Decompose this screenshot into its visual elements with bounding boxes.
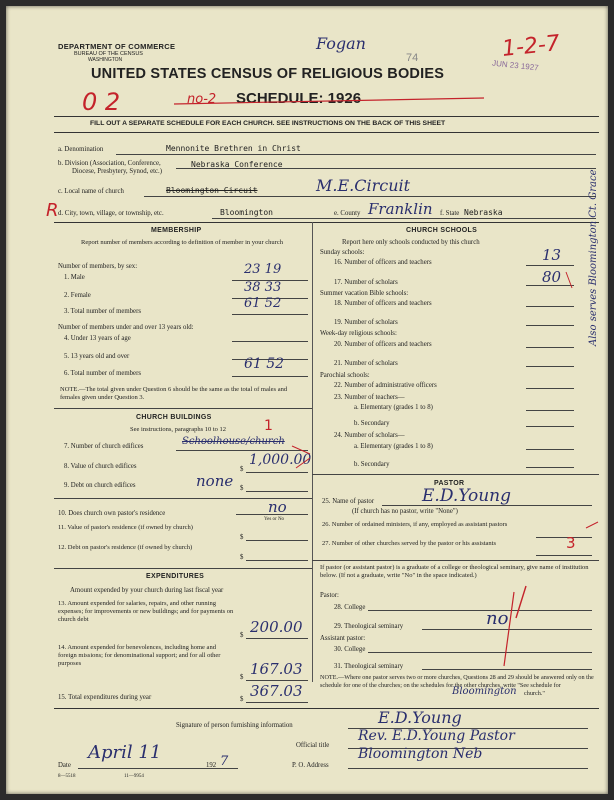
- pastor-heading: PASTOR: [434, 480, 465, 487]
- q29-value: no: [486, 608, 509, 629]
- city-value: Bloomington: [220, 208, 273, 217]
- pastor-note-handwritten: Bloomington: [452, 686, 517, 697]
- signature-label: Signature of person furnishing information: [176, 722, 293, 729]
- q11-dollar: $: [240, 534, 244, 541]
- q9-dollar: $: [240, 485, 244, 492]
- q24-scholars: 24. Number of scholars—: [334, 432, 405, 439]
- form-title: UNITED STATES CENSUS OF RELIGIOUS BODIES: [91, 66, 445, 82]
- handwritten-no2: no-2: [187, 92, 217, 107]
- date-year-prefix: 192: [206, 762, 217, 769]
- q11-value-residence: 11. Value of pastor's residence (if owned by church): [58, 524, 193, 531]
- pastor-note-end: church.": [524, 690, 545, 697]
- q7-handwritten: Schoolhouse/church: [182, 436, 285, 447]
- q17-scholars: 17. Number of scholars: [334, 279, 398, 286]
- po-address-label: P. O. Address: [292, 762, 329, 769]
- q24a-elementary: a. Elementary (grades 1 to 8): [354, 443, 433, 450]
- po-address-value: Bloomington Neb: [358, 746, 483, 762]
- q12-debt-residence: 12. Debt on pastor's residence (if owned by church): [58, 544, 193, 551]
- q8-value-edifices: 8. Value of church edifices: [64, 463, 137, 470]
- q10-value: no: [268, 498, 287, 516]
- division-value: Nebraska Conference: [191, 160, 283, 169]
- summer-schools-label: Summer vacation Bible schools:: [320, 290, 409, 297]
- q24b-secondary: b. Secondary: [354, 461, 390, 468]
- q27-other-churches: 27. Number of other churches served by the pastor or his assistants: [322, 540, 497, 547]
- q15-value: 367.03: [250, 682, 303, 700]
- department-label: DEPARTMENT OF COMMERCE: [58, 42, 176, 51]
- schools-intro: Report here only schools conducted by this church: [342, 239, 480, 246]
- q25-pastor-name: 25. Name of pastor: [322, 498, 375, 505]
- q2-female: 2. Female: [64, 292, 91, 299]
- q29-seminary: 29. Theological seminary: [334, 623, 404, 630]
- buildings-sub: See instructions, paragraphs 10 to 12: [130, 426, 227, 433]
- q7-edifices: 7. Number of church edifices: [64, 443, 144, 450]
- q13-running-expenses: 13. Amount expended for salaries, repairs, and other running expenses; for improvements or new buildings; and for payments on church debt: [58, 600, 234, 623]
- q-by-sex: Number of members, by sex:: [58, 263, 138, 270]
- bureau-label: BUREAU OF THE CENSUS: [74, 51, 143, 57]
- signature-value: E.D.Young: [378, 708, 462, 727]
- division-label: b. Division (Association, Conference,: [58, 160, 161, 167]
- q5-over-13: 5. 13 years old and over: [64, 353, 130, 360]
- q25-value: E.D.Young: [422, 486, 512, 506]
- q23a-elementary: a. Elementary (grades 1 to 8): [354, 404, 433, 411]
- local-name-label: c. Local name of church: [58, 188, 124, 195]
- local-name-value: Bloomington Circuit: [166, 186, 258, 195]
- handwritten-top-name: Fogan: [316, 34, 366, 53]
- city-label: WASHINGTON: [88, 57, 123, 63]
- q13-dollar: $: [240, 632, 244, 639]
- date-year-handwritten: 7: [220, 754, 229, 769]
- q7-value: 1: [264, 418, 273, 434]
- college-intro: If pastor (or assistant pastor) is a graduate of a college or theological seminary, give name of institution below. (If not a graduate, write "No" in the space indicated.): [320, 564, 589, 579]
- q3-total: 3. Total number of members: [64, 308, 141, 315]
- q19-scholars: 19. Number of scholars: [334, 319, 398, 326]
- local-name-handwritten: M.E.Circuit: [316, 176, 411, 195]
- date-label: Date: [58, 762, 71, 769]
- parochial-schools-label: Parochial schools:: [320, 372, 370, 379]
- q23b-secondary: b. Secondary: [354, 420, 390, 427]
- weekday-schools-label: Week-day religious schools:: [320, 330, 397, 337]
- city-label-field: d. City, town, village, or township, etc.: [58, 210, 164, 217]
- handwritten-date-red: 1-2-7: [500, 31, 562, 62]
- q-by-age: Number of members under and over 13 years old:: [58, 324, 194, 331]
- census-schedule-page: [6, 6, 608, 794]
- q26-ordained-ministers: 26. Number of ordained ministers, if any, employed as assistant pastors: [322, 521, 508, 528]
- margin-note: Also serves Bloomington Ct. Grace: [588, 169, 599, 346]
- denomination-value: Mennonite Brethren in Christ: [166, 144, 301, 153]
- county-handwritten: Franklin: [368, 200, 433, 218]
- q6-total: 6. Total number of members: [64, 370, 141, 377]
- q20-officers: 20. Number of officers and teachers: [334, 341, 432, 348]
- state-label: f. State: [440, 210, 460, 217]
- q16-value: 13: [542, 246, 562, 264]
- q27-value: 3: [566, 534, 576, 552]
- q2-value: 38 33: [244, 280, 282, 295]
- q9-debt: 9. Debt on church edifices: [64, 482, 136, 489]
- q15-dollar: $: [240, 696, 244, 703]
- schools-heading: CHURCH SCHOOLS: [406, 227, 478, 234]
- q10-hint: Yes or No: [264, 517, 285, 522]
- sunday-schools-label: Sunday schools:: [320, 249, 365, 256]
- denomination-label: a. Denomination: [58, 146, 104, 153]
- membership-heading: MEMBERSHIP: [151, 227, 202, 234]
- county-label: e. County: [334, 210, 361, 217]
- q1-value: 23 19: [244, 262, 282, 277]
- stamp-number: 74: [406, 52, 419, 64]
- expenditures-heading: EXPENDITURES: [146, 573, 205, 580]
- q13-value: 200.00: [250, 618, 303, 636]
- received-stamp: JUN 23 1927: [491, 58, 540, 73]
- q8-dollar: $: [240, 466, 244, 473]
- q9-value: none: [196, 472, 234, 490]
- q15-total-expenditures: 15. Total expenditures during year: [58, 694, 152, 701]
- q4-under-13: 4. Under 13 years of age: [64, 335, 131, 342]
- handwritten-02: 0 2: [82, 88, 121, 116]
- q14-dollar: $: [240, 674, 244, 681]
- state-value: Nebraska: [464, 208, 503, 217]
- form-number: 8—5518: [58, 774, 76, 779]
- q1-male: 1. Male: [64, 274, 85, 281]
- r-mark: R: [46, 200, 59, 221]
- date-value: April 11: [88, 742, 162, 763]
- pastor-note: NOTE.—Where one pastor serves two or more churches, Questions 28 and 29 should be answered only on the schedule for one of the churches; on the schedules for the other churches, write "See schedule for: [320, 674, 594, 689]
- q17-value: 80: [542, 268, 562, 286]
- pastor-label: Pastor:: [320, 592, 339, 599]
- q14-value: 167.03: [250, 660, 303, 678]
- q14-benevolences: 14. Amount expended for benevolences, including home and foreign missions; for denominational support; and for all other purposes: [58, 644, 221, 667]
- q30-college: 30. College: [334, 646, 366, 653]
- official-title-value: Rev. E.D.Young Pastor: [358, 728, 515, 744]
- q23-teachers: 23. Number of teachers—: [334, 394, 405, 401]
- form-instruction: FILL OUT A SEPARATE SCHEDULE FOR EACH CHURCH. SEE INSTRUCTIONS ON THE BACK OF THIS SHEET: [90, 120, 446, 127]
- buildings-heading: CHURCH BUILDINGS: [136, 414, 212, 421]
- schedule-year: SCHEDULE: 1926: [236, 90, 362, 107]
- q16-officers: 16. Number of officers and teachers: [334, 259, 432, 266]
- q10-residence: 10. Does church own pastor's residence: [58, 510, 166, 517]
- q3-value: 61 52: [244, 296, 282, 311]
- membership-note: NOTE.—The total given under Question 6 should be the same as the total of males and females given under Question 3.: [60, 386, 288, 401]
- q21-scholars: 21. Number of scholars: [334, 360, 398, 367]
- q8-value: 1,000.00: [249, 452, 312, 468]
- assistant-pastor-label: Assistant pastor:: [320, 635, 366, 642]
- q31-seminary: 31. Theological seminary: [334, 663, 404, 670]
- membership-intro: Report number of members according to definition of member in your church: [81, 239, 283, 246]
- q18-officers: 18. Number of officers and teachers: [334, 300, 432, 307]
- q28-college: 28. College: [334, 604, 366, 611]
- division-label-cont: Diocese, Presbytery, Synod, etc.): [72, 168, 162, 175]
- q22-admin-officers: 22. Number of administrative officers: [334, 382, 437, 389]
- q6-value: 61 52: [244, 356, 285, 372]
- expenditures-sub: Amount expended by your church during last fiscal year: [70, 587, 224, 594]
- form-number-2: 11—9954: [124, 774, 144, 779]
- official-title-label: Official title: [296, 742, 330, 749]
- q25-hint: (If church has no pastor, write "None"): [352, 508, 458, 515]
- q12-dollar: $: [240, 554, 244, 561]
